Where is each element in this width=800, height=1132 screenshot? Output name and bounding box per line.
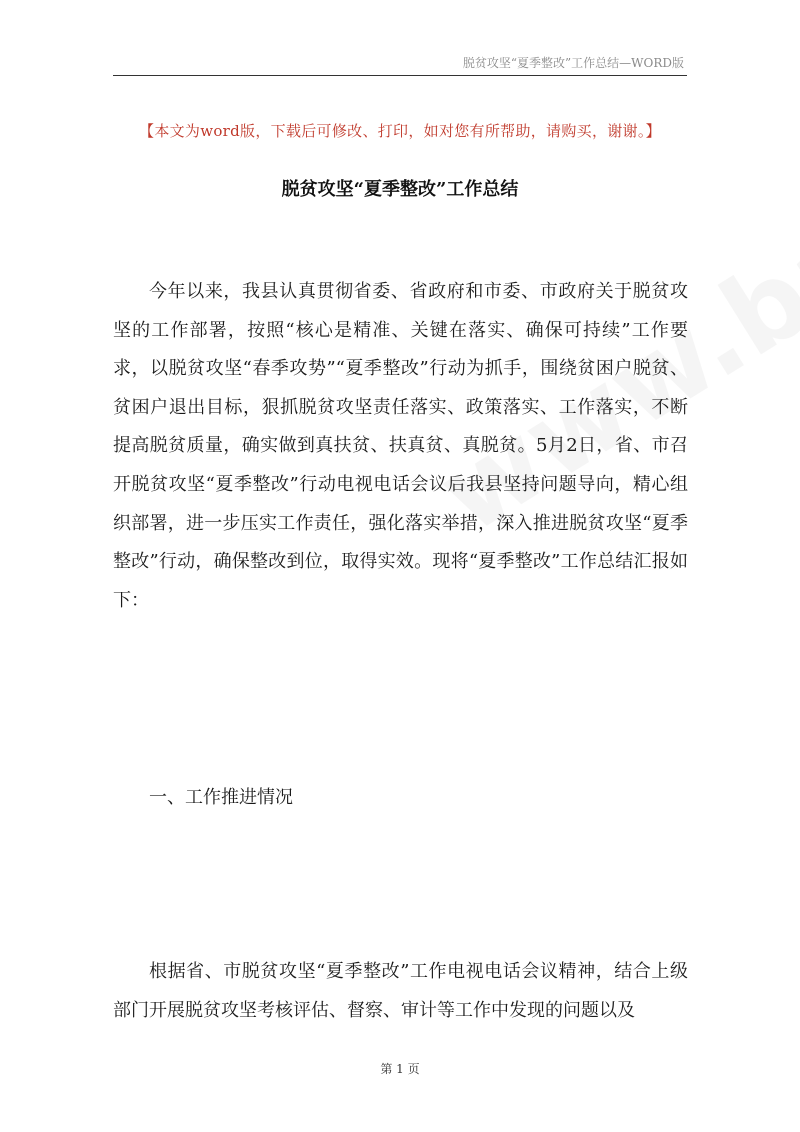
page-number: 第 1 页 — [380, 1062, 420, 1076]
header-divider — [113, 75, 687, 76]
running-header: 脱贫攻坚“夏季整改”工作总结—WORD版 — [462, 56, 684, 70]
download-notice: 【本文为word版，下载后可修改、打印，如对您有所帮助，请购买，谢谢。】 — [139, 122, 661, 140]
body-paragraph-continued: 根据省、市脱贫攻坚“夏季整改”工作电视电话会议精神，结合上级部门开展脱贫攻坚考核评估、督察、审计等工作中发现的问题以及 — [113, 961, 688, 1021]
body-paragraph: 今年以来，我县认真贯彻省委、省政府和市委、市政府关于脱贫攻坚的工作部署，按照“核心是精准、关键在落实、确保可持续”工作要求，以脱贫攻坚“春季攻势”“夏季整改”行动为抓手，围绕贫困户脱贫、贫困户退出目标，狠抓脱贫攻坚责任落实、政策落实、工作落实，不断提高脱贫质量，确实做到真扶贫、扶真贫、真脱贫。5月2日，省、市召开脱贫攻坚“夏季整改”行动电视电话会议后我县坚持问题导向，精心组织部署，进一步压实工作责任，强化落实举措，深入推进脱贫攻坚“夏季整改”行动，确保整改到位，取得实效。现将“夏季整改”工作总结汇报如下： — [113, 281, 688, 611]
document-title: 脱贫攻坚“夏季整改”工作总结 — [281, 179, 519, 200]
section-heading: 一、工作推进情况 — [149, 787, 293, 808]
